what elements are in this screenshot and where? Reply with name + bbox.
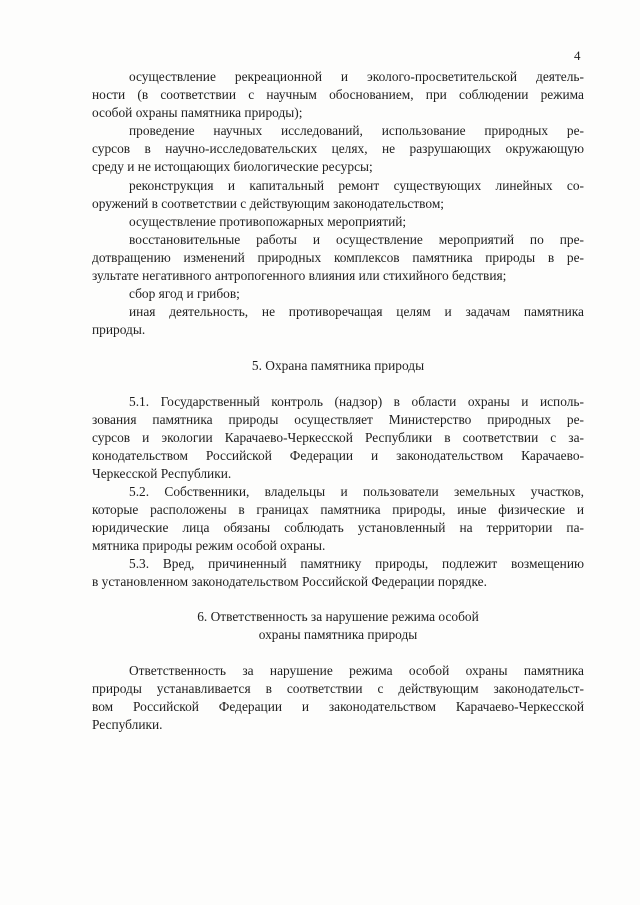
text-line: 5.1. Государственный контроль (надзор) в области охраны и исполь- — [129, 394, 584, 409]
text-line: вом Российской Федерации и законодательством Карачаево-Черкесской — [92, 699, 584, 714]
text-line: сурсов в научно-исследовательских целях, не разрушающих окружающую — [92, 141, 584, 156]
text-line: мятника природы режим особой охраны. — [92, 538, 326, 553]
text-line: 5.2. Собственники, владельцы и пользователи земельных участков, — [129, 484, 584, 499]
text-line: Республики. — [92, 717, 163, 732]
text-line: Черкесской Республики. — [92, 466, 232, 481]
text-line: юридические лица обязаны соблюдать установленный на территории па- — [92, 520, 584, 535]
page-number: 4 — [574, 48, 581, 63]
text-line: осуществление рекреационной и эколого-просветительской деятель- — [129, 69, 584, 84]
text-line: дотвращению изменений природных комплексов памятника природы в ре- — [92, 250, 584, 265]
text-line: реконструкция и капитальный ремонт существующих линейных со- — [129, 178, 584, 193]
text-line: зультате негативного антропогенного влияния или стихийного бедствия; — [92, 268, 507, 283]
text-line: зования памятника природы осуществляет Министерство природных ре- — [92, 412, 584, 427]
text-line: иная деятельность, не противоречащая целям и задачам памятника — [129, 304, 584, 319]
text-line: которые расположены в границах памятника природы, иные физические и — [92, 502, 584, 517]
text-line: сбор ягод и грибов; — [129, 286, 240, 301]
section-5-heading: 5. Охрана памятника природы — [251, 358, 425, 373]
text-line: оружений в соответствии с действующим законодательством; — [92, 196, 445, 211]
text-line: осуществление противопожарных мероприятий; — [129, 214, 407, 229]
text-line: 5.3. Вред, причиненный памятнику природы, подлежит возмещению — [129, 556, 584, 571]
text-line: сурсов и экологии Карачаево-Черкесской Республики в соответствии с за- — [92, 430, 584, 445]
text-line: восстановительные работы и осуществление мероприятий по пре- — [129, 232, 584, 247]
section-6-heading-line-1: 6. Ответственность за нарушение режима особой — [197, 609, 479, 624]
text-line: конодательством Российской Федерации и законодательством Карачаево- — [92, 448, 584, 463]
text-line: природы устанавливается в соответствии с действующим законодательст- — [92, 681, 584, 696]
section-6-heading-line-2: охраны памятника природы — [258, 627, 418, 642]
text-line: особой охраны памятника природы); — [92, 105, 303, 120]
text-line: Ответственность за нарушение режима особой охраны памятника — [129, 663, 584, 678]
text-line: в установленном законодательством Российской Федерации порядке. — [92, 574, 487, 589]
text-line: ности (в соответствии с научным обоснованием, при соблюдении режима — [92, 87, 584, 102]
text-line: природы. — [92, 322, 146, 337]
text-line: среду и не истощающих биологические ресурсы; — [92, 159, 373, 174]
text-line: проведение научных исследований, использование природных ре- — [129, 123, 584, 138]
